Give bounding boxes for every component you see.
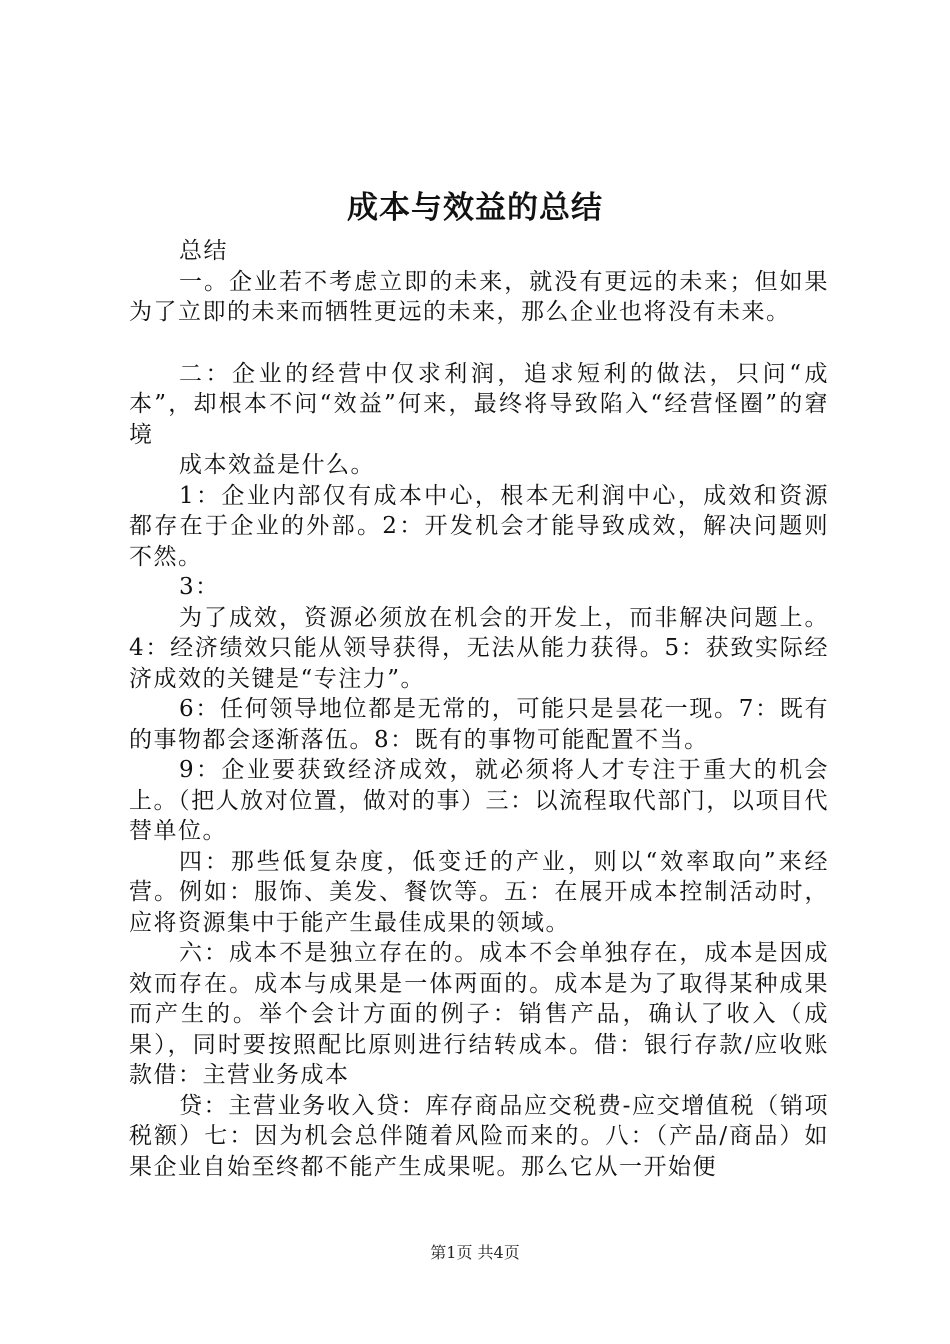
paragraph-4: 1：企业内部仅有成本中心，根本无利润中心，成效和资源都存在于企业的外部。2：开发机会才能导致成效，解决问题则不然。	[129, 482, 829, 570]
paragraph-summary-label: 总结	[179, 238, 228, 264]
paragraph-6: 为了成效，资源必须放在机会的开发上，而非解决问题上。4：经济绩效只能从领导获得，无法从能力获得。5：获致实际经济成效的关键是“专注力”。	[129, 604, 829, 692]
paragraph-1: 一。企业若不考虑立即的未来，就没有更远的未来；但如果为了立即的未来而牺牲更远的未来，那么企业也将没有未来。	[129, 268, 829, 325]
paragraph-11: 贷：主营业务收入贷：库存商品应交税费-应交增值税（销项税额）七：因为机会总伴随着风险而来的。八：（产品/商品）如果企业自始至终都不能产生成果呢。那么它从一开始便	[129, 1092, 829, 1180]
document-body	[129, 236, 829, 1182]
paragraph-7: 6：任何领导地位都是无常的，可能只是昙花一现。7：既有的事物都会逐渐落伍。8：既有的事物可能配置不当。	[129, 696, 829, 753]
paragraph-3: 成本效益是什么。	[179, 452, 375, 478]
paragraph-9: 四：那些低复杂度，低变迁的产业，则以“效率取向”来经营。例如：服饰、美发、餐饮等。五：在展开成本控制活动时，应将资源集中于能产生最佳成果的领域。	[129, 848, 829, 936]
page-number-footer: 第1页 共4页	[430, 1243, 520, 1262]
paragraph-2: 二：企业的经营中仅求利润，追求短利的做法，只问“成本”，却根本不问“效益”何来，最终将导致陷入“经营怪圈”的窘境	[129, 360, 829, 448]
document-title: 成本与效益的总结	[347, 190, 603, 226]
paragraph-5: 3：	[179, 574, 220, 600]
paragraph-spacer	[129, 328, 829, 359]
paragraph-10: 六：成本不是独立存在的。成本不会单独存在，成本是因成效而存在。成本与成果是一体两面的。成本是为了取得某种成果而产生的。举个会计方面的例子：销售产品，确认了收入（成果），同时要按照配比原则进行结转成本。借：银行存款/应收账款借：主营业务成本	[129, 940, 829, 1088]
paragraph-8: 9：企业要获致经济成效，就必须将人才专注于重大的机会上。（把人放对位置，做对的事）三：以流程取代部门，以项目代替单位。	[129, 757, 829, 844]
